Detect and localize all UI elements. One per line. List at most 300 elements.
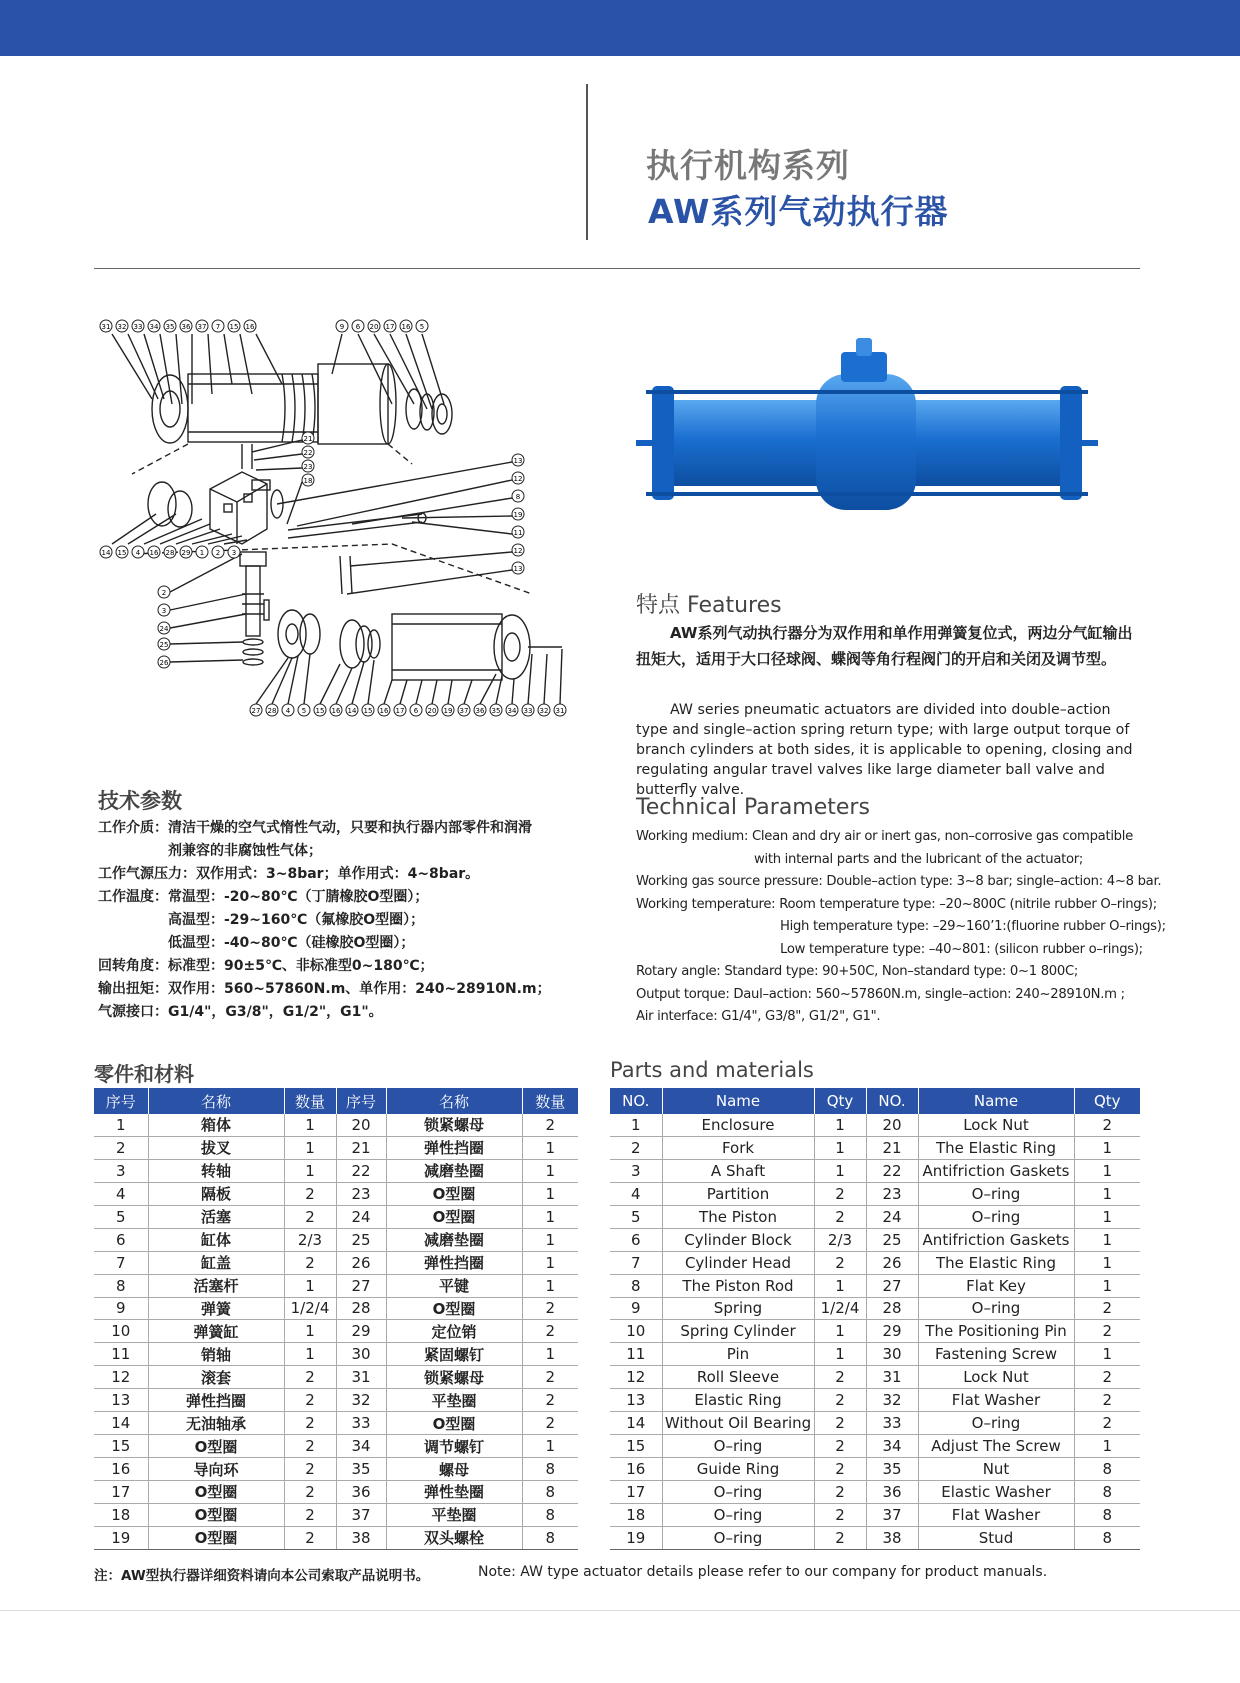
tech-params-en — [636, 826, 1166, 1029]
tech-line: 高温型：-29~160℃（氟橡胶O型圈）； — [98, 912, 425, 928]
table-cell: 2 — [814, 1458, 866, 1481]
table-cell: O型圈 — [148, 1435, 284, 1458]
svg-text:35: 35 — [491, 707, 501, 715]
table-cell: 1 — [610, 1114, 662, 1136]
table-cell: The Elastic Ring — [918, 1136, 1074, 1159]
table-row — [610, 1228, 1140, 1251]
parts-table-cn — [94, 1088, 578, 1550]
table-cell: 1 — [284, 1343, 336, 1366]
svg-text:20: 20 — [427, 707, 437, 715]
table-cell: 6 — [610, 1228, 662, 1251]
table-cell: 1 — [284, 1274, 336, 1297]
table-cell: 活塞 — [148, 1205, 284, 1228]
table-cell: 2 — [814, 1503, 866, 1526]
table-row — [610, 1274, 1140, 1297]
tech-line: 工作气源压力：双作用式：3~8bar；单作用式：4~8bar。 — [98, 866, 480, 882]
svg-text:35: 35 — [165, 323, 175, 331]
table-cell: 2 — [814, 1526, 866, 1549]
table-cell: 缸盖 — [148, 1251, 284, 1274]
table-cell: 28 — [866, 1297, 918, 1320]
table-cell: 1 — [1074, 1228, 1140, 1251]
table-cell: 13 — [94, 1389, 148, 1412]
table-cell: 2 — [284, 1458, 336, 1481]
table-cell: Without Oil Bearing — [662, 1412, 814, 1435]
tech-line: 输出扭矩：双作用：560~57860N.m、单作用：240~28910N.m； — [98, 981, 551, 997]
table-row — [94, 1320, 578, 1343]
svg-text:17: 17 — [385, 323, 395, 331]
table-cell: 9 — [94, 1297, 148, 1320]
table-cell: The Elastic Ring — [918, 1251, 1074, 1274]
tech-line: 剂兼容的非腐蚀性气体； — [98, 843, 322, 859]
table-cell: 1 — [1074, 1274, 1140, 1297]
table-cell: 弹性挡圈 — [386, 1251, 522, 1274]
tech-line: 工作温度：常温型：-20~80℃（丁腈橡胶O型圈）； — [98, 889, 429, 905]
table-cell: 滚套 — [148, 1366, 284, 1389]
table-cell: 2 — [284, 1526, 336, 1549]
svg-text:34: 34 — [149, 323, 159, 331]
svg-text:4: 4 — [285, 707, 291, 715]
svg-text:25: 25 — [159, 641, 169, 649]
svg-text:22: 22 — [303, 449, 313, 457]
table-cell: 隔板 — [148, 1182, 284, 1205]
table-cell: Partition — [662, 1182, 814, 1205]
callouts-left-bottom — [100, 546, 240, 558]
column-header: Qty — [814, 1088, 866, 1114]
svg-text:14: 14 — [347, 707, 357, 715]
table-cell: 8 — [610, 1274, 662, 1297]
parts-table-en — [610, 1088, 1140, 1550]
table-cell: 1 — [814, 1114, 866, 1136]
table-cell: 锁紧螺母 — [386, 1366, 522, 1389]
table-cell: 5 — [94, 1205, 148, 1228]
table-cell: 2 — [1074, 1297, 1140, 1320]
table-cell: O型圈 — [386, 1297, 522, 1320]
table-cell: 8 — [1074, 1526, 1140, 1549]
table-cell: 20 — [336, 1114, 386, 1136]
table-cell: 8 — [522, 1481, 578, 1504]
table-cell: 2/3 — [814, 1228, 866, 1251]
tech-params-cn — [98, 817, 598, 1024]
table-cell: O–ring — [662, 1435, 814, 1458]
table-cell: 3 — [610, 1159, 662, 1182]
table-row — [610, 1136, 1140, 1159]
table-row — [94, 1251, 578, 1274]
table-row — [610, 1320, 1140, 1343]
table-cell: 1 — [1074, 1159, 1140, 1182]
svg-text:24: 24 — [159, 625, 169, 633]
table-row — [610, 1526, 1140, 1549]
svg-text:26: 26 — [159, 659, 169, 667]
table-cell: 18 — [610, 1503, 662, 1526]
svg-text:1: 1 — [199, 549, 205, 557]
svg-text:32: 32 — [117, 323, 127, 331]
callouts-top-right — [336, 320, 428, 332]
table-cell: 21 — [336, 1136, 386, 1159]
table-row — [610, 1481, 1140, 1504]
table-cell: 1 — [1074, 1343, 1140, 1366]
table-cell: 30 — [336, 1343, 386, 1366]
column-header: 名称 — [148, 1088, 284, 1114]
callouts-bottom-row — [250, 704, 566, 716]
svg-text:6: 6 — [413, 707, 419, 715]
table-cell: 38 — [336, 1526, 386, 1549]
table-cell: 2 — [94, 1136, 148, 1159]
table-cell: 2 — [814, 1182, 866, 1205]
table-cell: 26 — [866, 1251, 918, 1274]
table-cell: 2 — [284, 1205, 336, 1228]
table-cell: 2 — [284, 1481, 336, 1504]
table-cell: 35 — [336, 1458, 386, 1481]
table-cell: 2 — [814, 1481, 866, 1504]
svg-text:13: 13 — [513, 565, 523, 573]
table-cell: 2 — [284, 1366, 336, 1389]
table-cell: 弹性垫圈 — [386, 1481, 522, 1504]
svg-text:23: 23 — [303, 463, 313, 471]
table-cell: O–ring — [918, 1182, 1074, 1205]
table-cell: 7 — [610, 1251, 662, 1274]
table-cell: 29 — [866, 1320, 918, 1343]
svg-text:13: 13 — [513, 457, 523, 465]
table-row — [610, 1435, 1140, 1458]
table-cell: 2 — [522, 1114, 578, 1136]
callouts-shaft — [158, 586, 170, 668]
table-cell: 15 — [94, 1435, 148, 1458]
table-cell: 活塞杆 — [148, 1274, 284, 1297]
table-cell: 30 — [866, 1343, 918, 1366]
table-cell: The Piston Rod — [662, 1274, 814, 1297]
table-cell: 拔叉 — [148, 1136, 284, 1159]
tech-line: Air interface: G1/4", G3/8", G1/2", G1". — [636, 1009, 881, 1024]
svg-text:28: 28 — [267, 707, 277, 715]
svg-text:32: 32 — [539, 707, 549, 715]
table-cell: 12 — [610, 1366, 662, 1389]
table-row — [94, 1136, 578, 1159]
table-cell: Lock Nut — [918, 1114, 1074, 1136]
column-header: 序号 — [94, 1088, 148, 1114]
column-header: 序号 — [336, 1088, 386, 1114]
table-cell: 8 — [522, 1503, 578, 1526]
tech-params-heading-en: Technical Parameters — [636, 795, 870, 820]
table-cell: 36 — [336, 1481, 386, 1504]
top-banner — [0, 0, 1240, 56]
table-cell: 25 — [866, 1228, 918, 1251]
table-cell: Pin — [662, 1343, 814, 1366]
table-cell: 1 — [814, 1274, 866, 1297]
table-cell: 23 — [336, 1182, 386, 1205]
table-cell: Antifriction Gaskets — [918, 1159, 1074, 1182]
note-cn: 注：AW型执行器详细资料请向本公司索取产品说明书。 — [94, 1568, 430, 1584]
svg-text:19: 19 — [513, 511, 523, 519]
table-cell: 1 — [522, 1343, 578, 1366]
table-cell: 16 — [94, 1458, 148, 1481]
svg-text:11: 11 — [513, 529, 523, 537]
table-cell: O型圈 — [148, 1526, 284, 1549]
table-row — [94, 1389, 578, 1412]
table-row — [610, 1412, 1140, 1435]
table-cell: 14 — [610, 1412, 662, 1435]
table-cell: 2 — [522, 1366, 578, 1389]
tech-line: 回转角度：标准型：90±5℃、非标准型0~180℃； — [98, 958, 434, 974]
table-row — [94, 1159, 578, 1182]
table-cell: 19 — [610, 1526, 662, 1549]
table-cell: O–ring — [918, 1412, 1074, 1435]
svg-text:8: 8 — [515, 493, 521, 501]
table-cell: 8 — [522, 1458, 578, 1481]
table-cell: 8 — [94, 1274, 148, 1297]
svg-text:37: 37 — [197, 323, 207, 331]
table-cell: The Piston — [662, 1205, 814, 1228]
table-cell: 1 — [522, 1274, 578, 1297]
table-cell: 2 — [284, 1182, 336, 1205]
column-header: NO. — [610, 1088, 662, 1114]
column-header: 数量 — [284, 1088, 336, 1114]
svg-text:3: 3 — [161, 607, 167, 615]
table-cell: 17 — [610, 1481, 662, 1504]
tech-line: Output torque: Daul–action: 560~57860N.m, single–action: 240~28910N.m ; — [636, 986, 1125, 1002]
table-cell: 31 — [336, 1366, 386, 1389]
table-row — [94, 1503, 578, 1526]
table-cell: 减磨垫圈 — [386, 1159, 522, 1182]
table-cell: O–ring — [662, 1481, 814, 1504]
svg-text:31: 31 — [555, 707, 565, 715]
table-cell: 缸体 — [148, 1228, 284, 1251]
svg-text:15: 15 — [363, 707, 373, 715]
table-cell: 24 — [866, 1205, 918, 1228]
table-row — [94, 1526, 578, 1549]
table-row — [610, 1114, 1140, 1136]
table-cell: 21 — [866, 1136, 918, 1159]
svg-text:20: 20 — [369, 323, 379, 331]
table-cell: 16 — [610, 1458, 662, 1481]
table-cell: Enclosure — [662, 1114, 814, 1136]
table-cell: 23 — [866, 1182, 918, 1205]
table-cell: 2 — [284, 1251, 336, 1274]
table-cell: 13 — [610, 1389, 662, 1412]
svg-text:37: 37 — [459, 707, 469, 715]
table-cell: 1 — [522, 1228, 578, 1251]
svg-text:6: 6 — [355, 323, 361, 331]
svg-text:4: 4 — [135, 549, 141, 557]
table-cell: 17 — [94, 1481, 148, 1504]
table-cell: 转轴 — [148, 1159, 284, 1182]
table-cell: 1 — [522, 1435, 578, 1458]
table-row — [94, 1205, 578, 1228]
svg-text:7: 7 — [215, 323, 221, 331]
table-cell: 27 — [866, 1274, 918, 1297]
table-cell: 11 — [94, 1343, 148, 1366]
table-cell: 10 — [610, 1320, 662, 1343]
svg-text:12: 12 — [513, 547, 523, 555]
table-cell: 19 — [94, 1526, 148, 1549]
svg-text:5: 5 — [301, 707, 307, 715]
table-cell: 1 — [1074, 1435, 1140, 1458]
column-header: Name — [662, 1088, 814, 1114]
table-cell: 22 — [866, 1159, 918, 1182]
svg-text:12: 12 — [513, 475, 523, 483]
table-row — [94, 1412, 578, 1435]
table-cell: Elastic Washer — [918, 1481, 1074, 1504]
svg-text:21: 21 — [303, 435, 313, 443]
table-row — [610, 1389, 1140, 1412]
table-cell: 减磨垫圈 — [386, 1228, 522, 1251]
table-cell: Guide Ring — [662, 1458, 814, 1481]
table-cell: 锁紧螺母 — [386, 1114, 522, 1136]
table-cell: Spring Cylinder — [662, 1320, 814, 1343]
svg-text:33: 33 — [523, 707, 533, 715]
table-cell: 2 — [284, 1389, 336, 1412]
svg-text:16: 16 — [245, 323, 255, 331]
table-cell: 弹簧 — [148, 1297, 284, 1320]
table-cell: Nut — [918, 1458, 1074, 1481]
tech-line: 气源接口：G1/4"，G3/8"，G1/2"，G1"。 — [98, 1004, 383, 1020]
table-cell: 6 — [94, 1228, 148, 1251]
table-cell: 1 — [94, 1114, 148, 1136]
table-cell: 2 — [522, 1320, 578, 1343]
table-cell: 12 — [94, 1366, 148, 1389]
table-cell: 2 — [284, 1412, 336, 1435]
note-en: Note: AW type actuator details please refer to our company for product manuals. — [478, 1564, 1048, 1580]
table-cell: Elastic Ring — [662, 1389, 814, 1412]
table-cell: 31 — [866, 1366, 918, 1389]
section-divider — [94, 268, 1140, 269]
svg-text:14: 14 — [101, 549, 111, 557]
table-cell: 双头螺栓 — [386, 1526, 522, 1549]
svg-text:31: 31 — [101, 323, 111, 331]
table-cell: O型圈 — [148, 1503, 284, 1526]
table-cell: 定位销 — [386, 1320, 522, 1343]
table-cell: 2 — [284, 1435, 336, 1458]
table-cell: Antifriction Gaskets — [918, 1228, 1074, 1251]
table-cell: 2 — [814, 1366, 866, 1389]
svg-text:16: 16 — [331, 707, 341, 715]
table-cell: 1 — [814, 1159, 866, 1182]
table-cell: 2 — [1074, 1412, 1140, 1435]
table-row — [610, 1159, 1140, 1182]
table-cell: 2 — [814, 1389, 866, 1412]
svg-text:5: 5 — [419, 323, 425, 331]
table-cell: 2/3 — [284, 1228, 336, 1251]
tech-line: High temperature type: –29~160’1:(fluorine rubber O–rings); — [780, 919, 1166, 934]
table-row — [94, 1182, 578, 1205]
table-cell: 平垫圈 — [386, 1503, 522, 1526]
column-header: Qty — [1074, 1088, 1140, 1114]
svg-text:15: 15 — [117, 549, 127, 557]
table-cell: 24 — [336, 1205, 386, 1228]
features-text-cn: AW系列气动执行器分为双作用和单作用弹簧复位式，两边分气缸输出扭矩大，适用于大口径球阀、蝶阀等角行程阀门的开启和关闭及调节型。 — [636, 624, 1133, 668]
table-cell: 平键 — [386, 1274, 522, 1297]
table-row — [610, 1343, 1140, 1366]
table-cell: O型圈 — [148, 1481, 284, 1504]
callouts-center — [302, 432, 314, 486]
table-cell: Roll Sleeve — [662, 1366, 814, 1389]
table-cell: 8 — [522, 1526, 578, 1549]
table-cell: Flat Key — [918, 1274, 1074, 1297]
table-cell: 调节螺钉 — [386, 1435, 522, 1458]
table-row — [94, 1274, 578, 1297]
table-cell: 10 — [94, 1320, 148, 1343]
table-cell: 35 — [866, 1458, 918, 1481]
svg-text:34: 34 — [507, 707, 517, 715]
table-cell: O–ring — [662, 1503, 814, 1526]
table-cell: 1 — [814, 1343, 866, 1366]
exploded-parts-diagram — [92, 304, 612, 764]
table-cell: 2 — [522, 1389, 578, 1412]
features-text-en: AW series pneumatic actuators are divided into double–action type and single–action spring return type; with large output torque of branch cylinders at both sides, it is applicable to opening, closing and regulating angular travel valves like large diameter ball valve and butterfly valve. — [636, 702, 1133, 798]
table-row — [94, 1481, 578, 1504]
tech-line: Low temperature type: –40~801: (silicon rubber o–rings); — [780, 941, 1143, 957]
svg-text:2: 2 — [215, 549, 221, 557]
table-row — [94, 1435, 578, 1458]
table-cell: The Positioning Pin — [918, 1320, 1074, 1343]
table-cell: 36 — [866, 1481, 918, 1504]
table-cell: O–ring — [918, 1297, 1074, 1320]
svg-text:2: 2 — [161, 589, 167, 597]
column-header: Name — [918, 1088, 1074, 1114]
table-cell: O型圈 — [386, 1412, 522, 1435]
table-row — [610, 1182, 1140, 1205]
table-cell: Cylinder Block — [662, 1228, 814, 1251]
table-cell: 1 — [522, 1159, 578, 1182]
svg-text:15: 15 — [229, 323, 239, 331]
table-cell: 22 — [336, 1159, 386, 1182]
table-cell: Fastening Screw — [918, 1343, 1074, 1366]
table-cell: 11 — [610, 1343, 662, 1366]
table-cell: Flat Washer — [918, 1389, 1074, 1412]
table-cell: 2 — [1074, 1389, 1140, 1412]
table-row — [94, 1114, 578, 1136]
table-cell: 箱体 — [148, 1114, 284, 1136]
svg-text:3: 3 — [231, 549, 237, 557]
header-divider — [586, 84, 588, 240]
table-cell: Lock Nut — [918, 1366, 1074, 1389]
table-row — [610, 1503, 1140, 1526]
table-cell: 27 — [336, 1274, 386, 1297]
table-cell: 2 — [284, 1503, 336, 1526]
table-cell: 29 — [336, 1320, 386, 1343]
table-cell: 28 — [336, 1297, 386, 1320]
svg-text:27: 27 — [251, 707, 261, 715]
table-cell: 4 — [610, 1182, 662, 1205]
tech-line: Working gas source pressure: Double–action type: 3~8 bar; single–action: 4~8 bar. — [636, 874, 1162, 889]
table-row — [94, 1228, 578, 1251]
table-cell: 8 — [1074, 1458, 1140, 1481]
tech-line: Working medium: Clean and dry air or inert gas, non–corrosive gas compatible — [636, 829, 1133, 844]
parts-heading-en: Parts and materials — [610, 1058, 814, 1082]
table-cell: 1 — [284, 1159, 336, 1182]
tech-line: 低温型：-40~80℃（硅橡胶O型圈）； — [98, 935, 415, 951]
table-cell: 1 — [522, 1251, 578, 1274]
tech-line: 工作介质：清洁干燥的空气式惰性气动，只要和执行器内部零件和润滑 — [98, 820, 532, 836]
table-cell: 4 — [94, 1182, 148, 1205]
table-cell: 1/2/4 — [814, 1297, 866, 1320]
table-cell: 1 — [284, 1114, 336, 1136]
table-cell: 2 — [1074, 1320, 1140, 1343]
svg-text:19: 19 — [443, 707, 453, 715]
table-cell: 33 — [336, 1412, 386, 1435]
table-cell: 34 — [866, 1435, 918, 1458]
table-cell: 弹簧缸 — [148, 1320, 284, 1343]
table-cell: 2 — [522, 1297, 578, 1320]
table-cell: 2 — [814, 1205, 866, 1228]
table-cell: 1 — [522, 1182, 578, 1205]
footer-divider — [0, 1610, 1240, 1611]
table-cell: 34 — [336, 1435, 386, 1458]
table-cell: O–ring — [662, 1526, 814, 1549]
tech-line: Working temperature: Room temperature type: –20~800C (nitrile rubber O–rings); — [636, 896, 1157, 912]
table-cell: 5 — [610, 1205, 662, 1228]
table-row — [610, 1251, 1140, 1274]
table-cell: 导向环 — [148, 1458, 284, 1481]
